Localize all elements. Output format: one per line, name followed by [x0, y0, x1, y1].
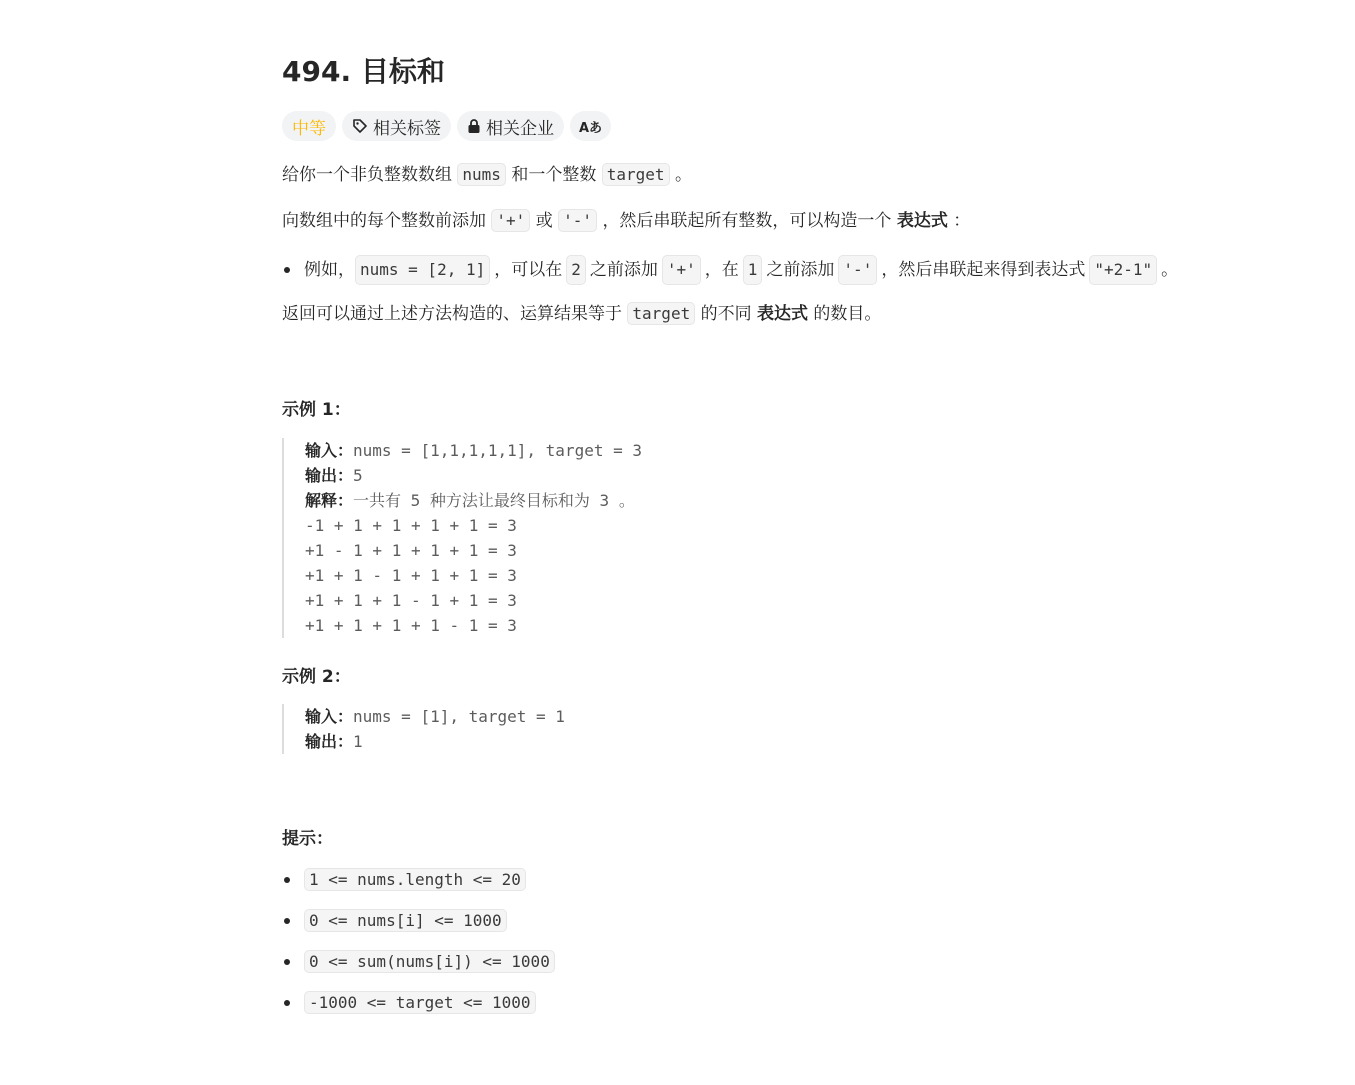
related-topics-label: 相关标签 [373, 118, 441, 139]
hint-item: -1000 <= target <= 1000 [282, 991, 536, 1014]
example-1-block: 输入：nums = [1,1,1,1,1], target = 3 输出：5 解释：一共有 5 种方法让最终目标和为 3 。 -1 + 1 + 1 + 1 + 1 = 3 +1 - 1 + 1 + 1 + 1 = 3 +1 + 1 - 1 + 1 + 1 = 3 +1 + 1 + 1 - 1 + 1 = 3 +1 + 1 + 1 + 1 - 1 = 3 [282, 438, 642, 638]
example-2-heading: 示例 2： [282, 667, 351, 687]
example-2-block: 输入：nums = [1], target = 1 输出：1 [282, 704, 565, 754]
hint-item: 0 <= nums[i] <= 1000 [282, 909, 507, 932]
lock-icon [467, 118, 481, 134]
translate-icon: Aあ [579, 120, 603, 136]
example-bullet: 例如， nums = [2, 1] ，可以在 2 之前添加 '+' ，在 1 之前添加 '-' ，然后串联起来得到表达式 "+2-1" 。 [282, 255, 1178, 285]
description-paragraph-2: 向数组中的每个整数前添加 '+' 或 '-' ，然后串联起所有整数，可以构造一个 表达式 ： [282, 211, 971, 231]
hints-heading: 提示： [282, 829, 333, 849]
tag-icon [352, 118, 368, 134]
explain-line: +1 + 1 + 1 - 1 + 1 = 3 [305, 591, 517, 610]
related-topics-button[interactable] [342, 111, 451, 141]
difficulty-badge: 中等 [282, 111, 336, 141]
translate-button[interactable] [570, 111, 611, 141]
problem-title[interactable]: 494. 目标和 [282, 55, 445, 88]
bullet-dot [284, 267, 290, 273]
problem-tags [282, 111, 611, 141]
explain-line: +1 - 1 + 1 + 1 + 1 = 3 [305, 541, 517, 560]
description-paragraph-1: 给你一个非负整数数组 nums 和一个整数 target 。 [282, 165, 692, 185]
related-companies-label: 相关企业 [486, 118, 554, 139]
example-1-heading: 示例 1： [282, 400, 351, 420]
explain-line: +1 + 1 + 1 + 1 - 1 = 3 [305, 616, 517, 635]
explain-line: -1 + 1 + 1 + 1 + 1 = 3 [305, 516, 517, 535]
explain-line: +1 + 1 - 1 + 1 + 1 = 3 [305, 566, 517, 585]
related-companies-button[interactable] [457, 111, 564, 141]
hint-item: 0 <= sum(nums[i]) <= 1000 [282, 950, 555, 973]
hint-item: 1 <= nums.length <= 20 [282, 868, 526, 891]
description-paragraph-3: 返回可以通过上述方法构造的、运算结果等于 target 的不同 表达式 的数目。 [282, 304, 882, 324]
